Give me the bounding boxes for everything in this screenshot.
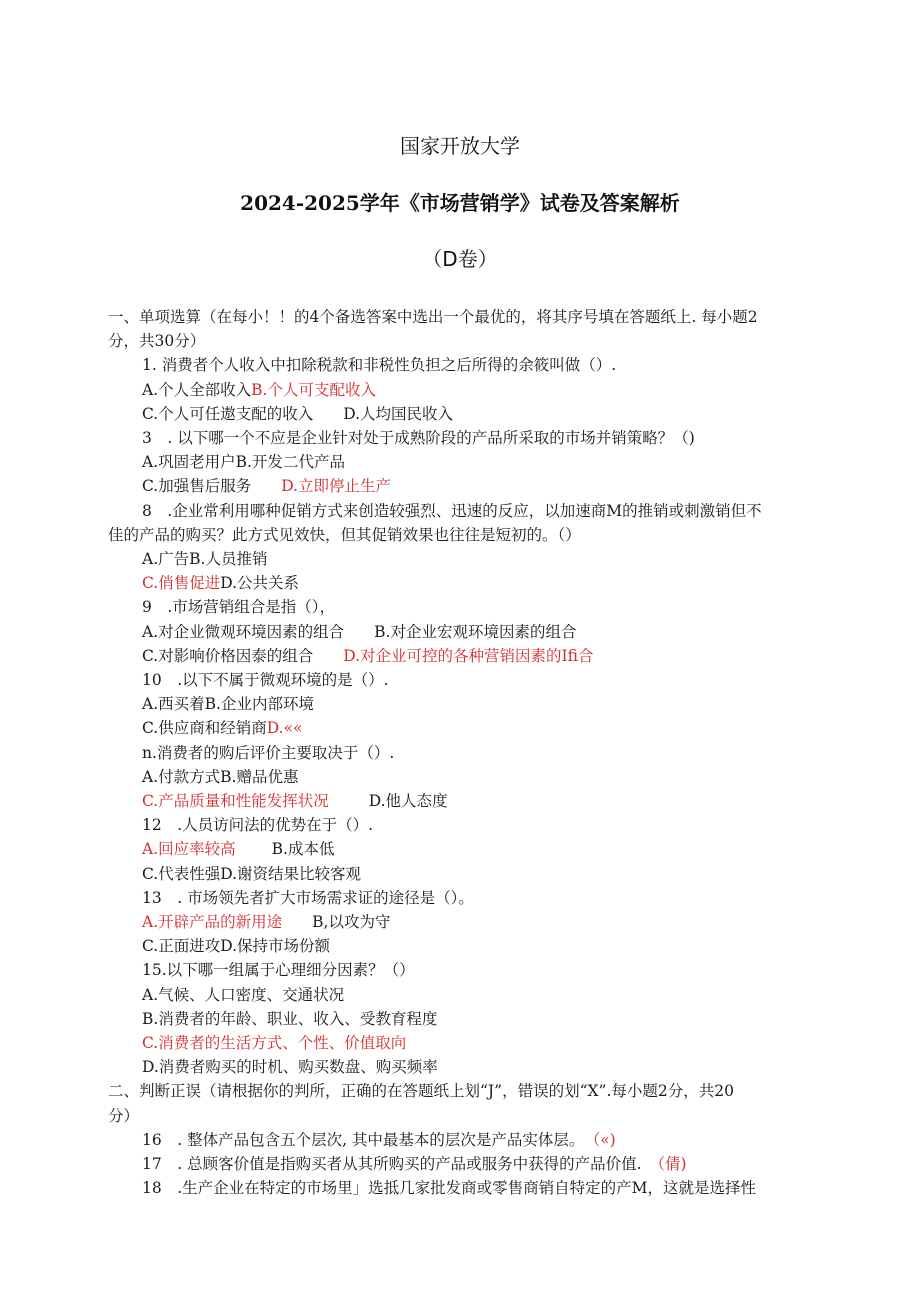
question-stem (142, 669, 389, 691)
option: D.消费者购买的时机、购买数盘、购买频率 (142, 1058, 438, 1076)
question-stem (142, 814, 373, 836)
option-line (142, 838, 334, 860)
option-correct: C.俏售促进 (142, 574, 221, 592)
option: A.广告 (142, 550, 190, 568)
option-correct: B.个人可支配收入 (251, 381, 376, 399)
judgement-answer: （«) (592, 1131, 616, 1149)
section2-intro (108, 1080, 734, 1102)
option-line (142, 984, 344, 1006)
option-line (142, 451, 345, 473)
option-correct: A.开辟产品的新用途 (142, 913, 283, 931)
option: A.个人全部收入 (142, 381, 252, 399)
option-correct: C.产品质量和性能发挥状况 (142, 792, 329, 810)
option: C.对影响价格因泰的组合 (142, 647, 314, 665)
option: B.开发二代产品 (235, 453, 345, 471)
question-text: 15.以下哪一组属于心理细分因素？（） (142, 961, 415, 979)
option: B,以攻为守 (312, 913, 391, 931)
option-correct: D.«« (266, 719, 303, 737)
question-text: 8 .企业常利用哪种促销方式来创造较强烈、迅速的反应，以加速商M的推销或刺激销但不 (142, 502, 762, 520)
judgement-answer: （倩) (649, 1155, 687, 1173)
question-stem (142, 354, 616, 376)
judgement-text: 17 . 总顾客价值是指购买者从其所购买的产品或服务中获得的产品价值. (142, 1155, 642, 1173)
question-stem (142, 887, 474, 909)
judgement-text: 18 .生产企业在特定的市场里」选抵几家批发商或零售商销自特定的产M，这就是选择性 (142, 1179, 757, 1197)
question-text: 10 .以下不属于微观环境的是（）. (142, 671, 389, 689)
university-name: 国家开放大学 (400, 134, 520, 158)
option: D.谢资结果比较客观 (220, 865, 362, 883)
question-stem (142, 959, 415, 981)
option-line (142, 790, 448, 812)
section1-intro (108, 306, 758, 328)
option: D.保持市场份额 (220, 937, 331, 955)
option-line (142, 572, 299, 594)
exam-title: 2024-2025学年《市场营销学》试卷及答案解析 (240, 191, 680, 215)
question-stem (142, 500, 762, 522)
question-text: 3 . 以下哪一个不应是企业针对处于成熟阶段的产品所采取的市场并销策略？（) (142, 429, 695, 447)
option: A.西买着 (142, 695, 205, 713)
option-correct: C.消费者的生活方式、个性、价值取向 (142, 1034, 407, 1052)
option-line (142, 1032, 406, 1054)
option: D.公共关系 (220, 574, 300, 592)
option: A.气候、人口密度、交通状况 (142, 986, 345, 1004)
section2-intro-text-cont: 分） (108, 1107, 140, 1125)
option-line (142, 766, 298, 788)
judgement-text: 16 . 整体产品包含五个层次, 其中最基本的层次是产品实体层。 (142, 1131, 585, 1149)
question-text: 佳的产品的购买？此方式见效快，但其促销效果也往往是短初的。（） (108, 526, 581, 544)
question-text: n.消费者的购后评价主要取决于（）. (142, 744, 395, 762)
option-line (142, 645, 594, 667)
section1-intro-cont (108, 330, 205, 352)
question-stem (108, 524, 581, 546)
option: B.赠品优惠 (220, 768, 299, 786)
option: B.成本低 (271, 840, 335, 858)
option: A.巩固老用户 (142, 453, 236, 471)
option-line (142, 475, 391, 497)
option-line (142, 863, 361, 885)
judgement-item (142, 1129, 616, 1151)
option-correct: A.回应率较高 (142, 840, 236, 858)
option: B.企业内部环境 (204, 695, 314, 713)
section1-intro-text: 一、单项选算（在每小！！的4个备选答案中选出一个最优的，将其序号填在答题纸上. 每小题2 (108, 308, 758, 326)
option-line (142, 548, 267, 570)
option-line (142, 693, 314, 715)
option: C.供应商和经销商 (142, 719, 267, 737)
option: C.个人可任遨支配的收入 (142, 405, 314, 423)
option: B.消费者的年龄、职业、收入、受教育程度 (142, 1010, 438, 1028)
question-stem (142, 427, 695, 449)
option-line (142, 403, 453, 425)
judgement-item (142, 1177, 756, 1199)
option: B.对企业宏观环境因素的组合 (374, 623, 577, 641)
judgement-item (142, 1153, 687, 1175)
option-line (142, 911, 390, 933)
option-line (142, 935, 330, 957)
option-correct: D.对企业可控的各种营销因素的Ifi合 (343, 647, 594, 665)
question-text: 12 .人员访问法的优势在于（）. (142, 816, 374, 834)
option-correct: D.立即停止生产 (281, 477, 392, 495)
option-line (142, 1056, 438, 1078)
section2-intro-text: 二、判断正误（请根据你的判所，正确的在答题纸上划“J”，错误的划“X”.每小题2分，共20 (108, 1082, 734, 1100)
question-stem (142, 596, 335, 618)
option-line (142, 621, 576, 643)
option: C.代表性强 (142, 865, 221, 883)
option: A.付款方式 (142, 768, 221, 786)
paper-variant: （D卷） (422, 247, 498, 271)
section1-intro-text-cont: 分，共30分） (108, 332, 206, 350)
option: D.人均国民收入 (343, 405, 454, 423)
question-text: 13 . 市场领先者扩大市场需求证的途径是（）。 (142, 889, 474, 907)
option-line (142, 1008, 437, 1030)
option: D.他人态度 (368, 792, 448, 810)
question-stem (142, 742, 394, 764)
option: C.正面进攻 (142, 937, 221, 955)
question-text: 1. 消费者个人收入中扣除税款和非税性负担之后所得的余筱叫做（）. (142, 356, 617, 374)
option: B.人员推销 (189, 550, 268, 568)
option: C.加强售后服务 (142, 477, 252, 495)
option: A.对企业微观环境因素的组合 (142, 623, 345, 641)
option-line (142, 379, 376, 401)
section2-intro-cont (108, 1105, 139, 1127)
option-line (142, 717, 303, 739)
question-text: 9 .市场营销组合是指（）， (142, 598, 336, 616)
